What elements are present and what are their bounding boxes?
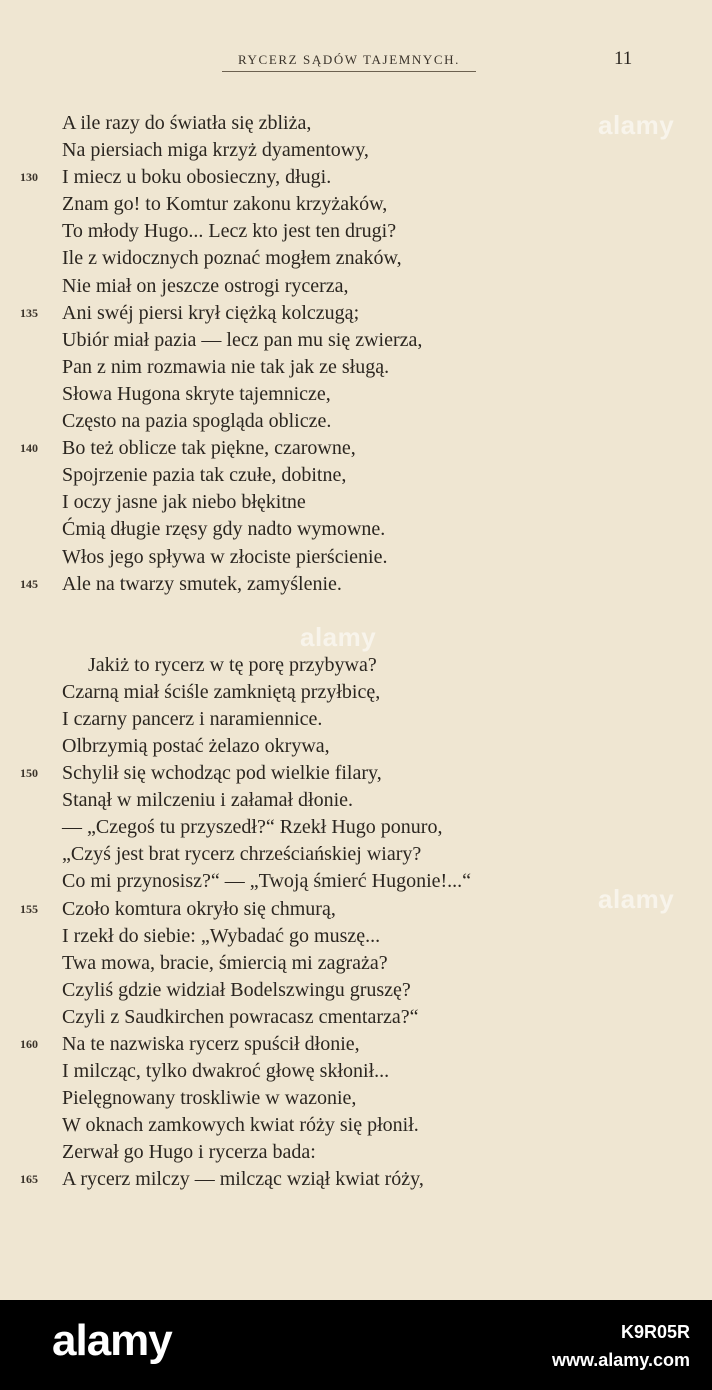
line-number: 140 [20, 441, 38, 456]
verse-text: Słowa Hugona skryte tajemnicze, [62, 382, 331, 405]
line-number: 160 [20, 1037, 38, 1051]
running-head: RYCERZ SĄDÓW TAJEMNYCH. [222, 52, 476, 72]
verse-line [0, 218, 712, 245]
verse-line [0, 462, 712, 489]
line-number: 150 [20, 766, 38, 781]
verse-text: To młody Hugo... Lecz kto jest ten drugi? [62, 220, 397, 243]
verse-text: Zerwał go Hugo i rycerza bada: [62, 1141, 316, 1164]
verse-line [0, 489, 712, 516]
verse-text: „Czyś jest brat rycerz chrześciańskiej wiary? [62, 843, 422, 866]
verse-line [0, 327, 712, 354]
verse-text: I oczy jasne jak niebo błękitne [62, 491, 306, 514]
verse-text: Co mi przynosisz?“ — „Twoją śmierć Hugonie!...“ [62, 870, 472, 893]
verse-text: W oknach zamkowych kwiat róży się płonił. [62, 1114, 419, 1137]
verse-text: Czyli z Saudkirchen powracasz cmentarza?“ [62, 1005, 419, 1028]
page-header [0, 48, 712, 78]
verse-text: Włos jego spływa w złociste pierścienie. [62, 545, 388, 568]
verse-line [0, 164, 712, 191]
verse-line [0, 977, 712, 1004]
verse-line [0, 381, 712, 408]
verse-text: Bo też oblicze tak piękne, czarowne, [62, 437, 356, 460]
verse-text: I miecz u boku obosieczny, długi. [62, 166, 332, 189]
verse-line [0, 814, 712, 841]
line-number: 165 [20, 1172, 38, 1187]
verse-text: Na piersiach miga krzyż dyamentowy, [62, 139, 369, 162]
page-number: 11 [614, 48, 633, 69]
verse-text: Często na pazia spogląda oblicze. [62, 410, 332, 433]
verse-text: Spojrzenie pazia tak czułe, dobitne, [62, 464, 347, 487]
verse-text: A rycerz milczy — milcząc wziął kwiat róży, [62, 1168, 424, 1191]
verse-line [0, 1031, 712, 1058]
verse-text: Ile z widocznych poznać mogłem znaków, [62, 247, 402, 270]
verse-text: I rzekł do siebie: „Wybadać go muszę... [62, 924, 381, 947]
verse-text: Twa mowa, bracie, śmiercią mi zagraża? [62, 951, 388, 974]
verse-text: — „Czegoś tu przyszedł?“ Rzekł Hugo ponuro, [62, 816, 443, 839]
verse-line [0, 544, 712, 571]
verse-line [0, 245, 712, 272]
site-url: www.alamy.com [551, 1350, 690, 1370]
verse-text: Na te nazwiska rycerz spuścił dłonie, [62, 1033, 360, 1055]
image-id: K9R05R [620, 1322, 690, 1342]
verse-text: Ani swéj piersi krył ciężką kolczugą; [62, 301, 360, 324]
verse-line [0, 706, 712, 733]
verse-line [0, 1004, 712, 1031]
watermark: alamy [598, 110, 675, 140]
verse-line [0, 137, 712, 164]
verse-line [0, 733, 712, 760]
verse-text: Ale na twarzy smutek, zamyślenie. [62, 572, 342, 595]
verse-text: Olbrzymią postać żelazo okrywa, [62, 734, 330, 757]
verse-line [0, 408, 712, 435]
verse-line [0, 950, 712, 977]
verse-line [0, 841, 712, 868]
verse-text: Znam go! to Komtur zakonu krzyżaków, [62, 193, 388, 216]
verse-line [0, 679, 712, 706]
line-number: 130 [20, 170, 38, 185]
verse-line [0, 652, 712, 679]
verse-line [0, 760, 712, 787]
line-number: 135 [20, 305, 38, 320]
verse-line [0, 435, 712, 462]
verse-text: Ćmią długie rzęsy gdy nadto wymowne. [62, 518, 386, 541]
line-number: 145 [20, 576, 38, 591]
verse-text: Czyliś gdzie widział Bodelszwingu gruszę? [62, 978, 411, 1001]
verse-line [0, 1058, 712, 1085]
verse-text: Ubiór miał pazia — lecz pan mu się zwierza, [62, 328, 423, 351]
verse-text: Stanął w milczeniu i załamał dłonie. [62, 789, 354, 812]
verse-text: Czarną miał ściśle zamkniętą przyłbicę, [62, 680, 381, 703]
verse-text: Nie miał on jeszcze ostrogi rycerza, [62, 274, 349, 297]
verse-line [0, 923, 712, 950]
verse-line [0, 571, 712, 598]
verse-line [0, 1112, 712, 1139]
verse-text: Pielęgnowany troskliwie w wazonie, [62, 1087, 357, 1110]
verse-line [0, 300, 712, 327]
verse-text: Schylił się wchodząc pod wielkie filary, [62, 762, 382, 785]
verse-text: I milcząc, tylko dwakroć głowę skłonił... [62, 1060, 390, 1083]
stock-footer-bar [0, 1300, 712, 1390]
verse-line [0, 273, 712, 300]
line-number: 155 [20, 901, 38, 916]
watermark: alamy [300, 622, 377, 652]
verse-line [0, 1139, 712, 1166]
verse-text: Pan z nim rozmawia nie tak jak ze sługą. [62, 355, 390, 378]
verse-line [0, 1166, 712, 1193]
verse-text: Jakiż to rycerz w tę porę przybywa? [88, 653, 377, 676]
verse-text: Czoło komtura okryło się chmurą, [62, 897, 336, 920]
verse-text: I czarny pancerz i naramiennice. [62, 707, 323, 730]
verse-line [0, 354, 712, 381]
verse-line [0, 787, 712, 814]
verse-line [0, 1085, 712, 1112]
watermark: alamy [598, 884, 675, 914]
verse-line [0, 516, 712, 543]
verse-line [0, 191, 712, 218]
verse-text: A ile razy do światła się zbliża, [62, 112, 312, 134]
brand-logo: alamy [52, 1316, 172, 1365]
